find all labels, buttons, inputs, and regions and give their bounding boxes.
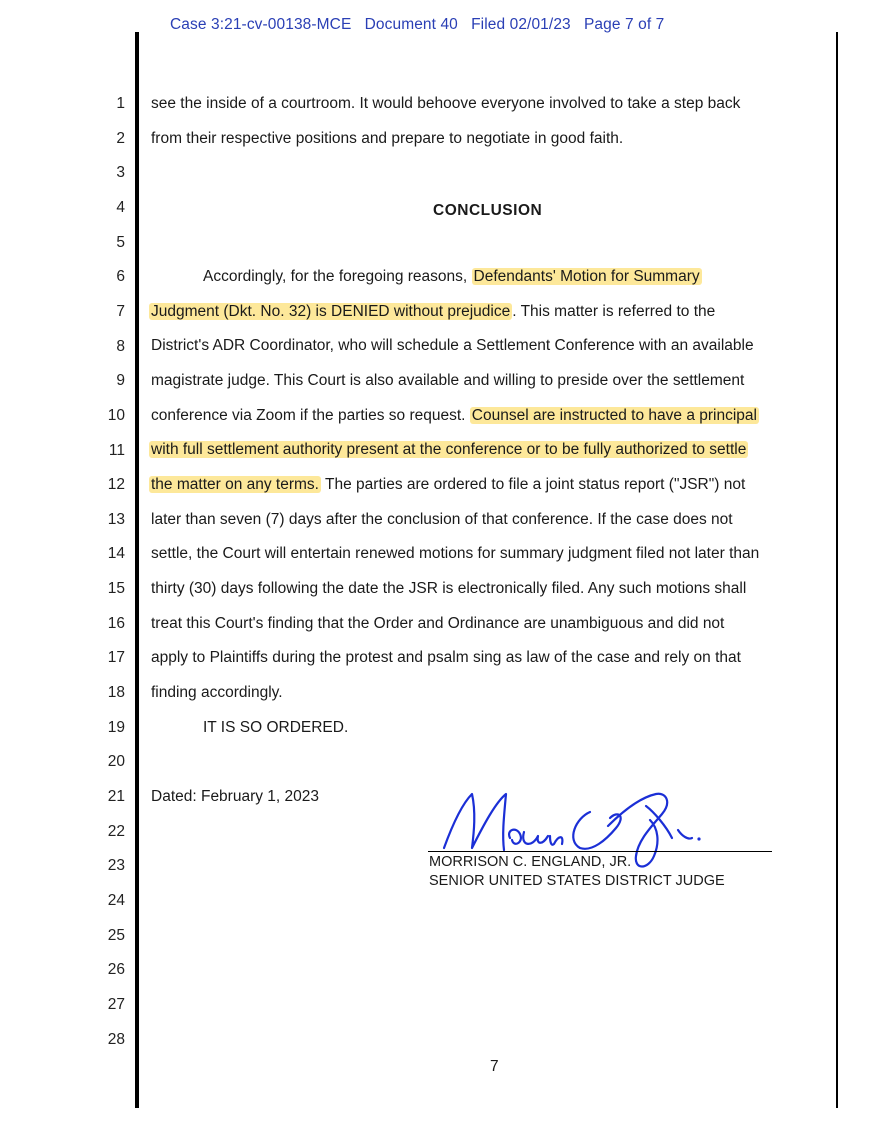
judge-name: MORRISON C. ENGLAND, JR. <box>429 854 632 870</box>
line-number: 9 <box>116 372 125 390</box>
body-text: conference via Zoom if the parties so request. <box>151 407 466 424</box>
body-line-11 <box>149 441 748 459</box>
left-margin-rule <box>135 32 139 1108</box>
body-line-18: finding accordingly. <box>151 684 283 701</box>
body-line-7 <box>149 303 715 321</box>
line-number: 2 <box>116 129 125 147</box>
line-number: 23 <box>107 857 125 875</box>
line-number: 26 <box>107 961 125 979</box>
line-number: 16 <box>107 614 125 632</box>
section-heading: CONCLUSION <box>433 202 543 219</box>
body-line-10 <box>151 407 759 425</box>
case-header: Case 3:21-cv-00138-MCE Document 40 Filed 02/01/23 Page 7 of 7 <box>170 16 665 33</box>
line-number: 4 <box>116 198 125 216</box>
line-number: 28 <box>107 1030 125 1048</box>
body-line-6 <box>203 268 702 286</box>
body-line-17: apply to Plaintiffs during the protest and psalm sing as law of the case and rely on that <box>151 649 741 666</box>
page-number: 7 <box>490 1058 499 1075</box>
highlighted-text: with full settlement authority present at the conference or to be fully authorized to settle <box>151 441 747 458</box>
body-text: The parties are ordered to file a joint status report ("JSR") not <box>325 476 746 493</box>
signature-line <box>428 851 772 852</box>
highlighted-text: Counsel are instructed to have a principal <box>471 407 757 424</box>
order-line: IT IS SO ORDERED. <box>203 719 349 736</box>
date-line: Dated: February 1, 2023 <box>151 788 320 805</box>
body-line-13: later than seven (7) days after the conclusion of that conference. If the case does not <box>151 511 733 528</box>
highlighted-text: Defendants' Motion for Summary <box>473 268 700 285</box>
body-line-16: treat this Court's finding that the Order and Ordinance are unambiguous and did not <box>151 615 725 632</box>
line-number: 1 <box>116 95 125 112</box>
line-number: 20 <box>107 753 125 771</box>
right-margin-rule <box>836 32 838 1108</box>
line-number: 7 <box>116 302 125 320</box>
line-number: 18 <box>107 684 125 702</box>
line-number: 8 <box>116 337 125 355</box>
line-number: 27 <box>107 995 125 1013</box>
line-number: 22 <box>107 822 125 840</box>
body-line-14: settle, the Court will entertain renewed motions for summary judgment filed not later than <box>151 545 760 562</box>
body-line-2: from their respective positions and prepare to negotiate in good faith. <box>151 130 624 147</box>
line-number: 12 <box>107 476 125 494</box>
body-text: Accordingly, for the foregoing reasons, <box>203 268 468 285</box>
line-number: 24 <box>107 891 125 909</box>
line-number: 6 <box>116 268 125 286</box>
line-number: 21 <box>107 788 125 805</box>
highlighted-text: the matter on any terms. <box>151 476 319 493</box>
line-number: 15 <box>107 580 125 598</box>
judge-title: SENIOR UNITED STATES DISTRICT JUDGE <box>429 873 725 889</box>
body-line-8: District's ADR Coordinator, who will schedule a Settlement Conference with an available <box>151 337 754 354</box>
body-line-12 <box>149 476 745 494</box>
line-number: 5 <box>116 233 125 251</box>
body-line-15: thirty (30) days following the date the JSR is electronically filed. Any such motions shall <box>151 580 747 597</box>
highlighted-text: Judgment (Dkt. No. 32) is DENIED without prejudice <box>151 303 511 320</box>
line-number: 25 <box>107 926 125 944</box>
line-number: 3 <box>116 164 125 182</box>
body-text: . This matter is referred to the <box>512 303 716 320</box>
line-number: 14 <box>107 545 125 563</box>
line-number: 17 <box>107 649 125 667</box>
line-number: 13 <box>107 510 125 528</box>
line-number: 10 <box>107 406 125 424</box>
body-line-1: see the inside of a courtroom. It would behoove everyone involved to take a step back <box>151 95 741 112</box>
line-number: 19 <box>107 718 125 736</box>
line-number: 11 <box>108 441 125 459</box>
body-line-9: magistrate judge. This Court is also available and willing to preside over the settlement <box>151 372 745 389</box>
